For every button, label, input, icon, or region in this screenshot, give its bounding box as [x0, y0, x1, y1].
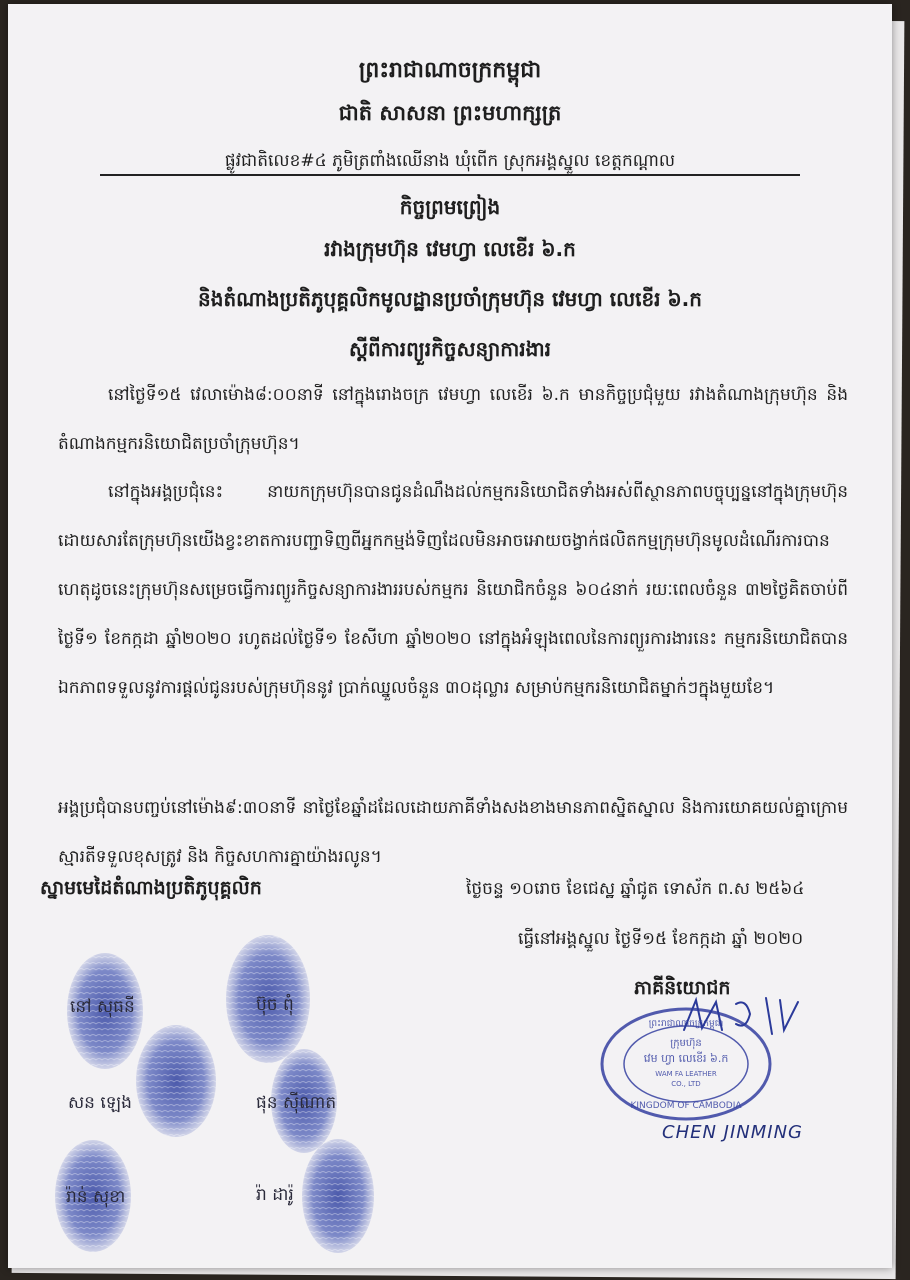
rep-name: ប៊ុច ពុំ: [256, 995, 294, 1015]
signature-scribble-icon: [676, 990, 806, 1050]
rep-name: រ៉ាន់ សុខា: [66, 1187, 126, 1207]
title-line-1: រវាងក្រុមហ៊ុន វេមហ្វា លេខើរ ៦.ក: [324, 237, 576, 261]
header-divider: [100, 174, 800, 176]
motto-heading: ជាតិ សាសនា ព្រះមហាក្សត្រ: [338, 101, 562, 125]
title-line-3: ស្ដីពីការព្យួរកិច្ចសន្យាការងារ: [348, 337, 552, 361]
stamp-bottom-text: KINGDOM OF CAMBODIA: [630, 1101, 742, 1111]
kingdom-heading: ព្រះរាជាណាចក្រកម្ពុជា: [358, 58, 542, 83]
rep-name: ផុន ស៊ីណាត: [256, 1093, 337, 1113]
stamp-company-kh2: វេម ហ្វា លេខើរ ៦.ក: [643, 1052, 729, 1065]
document-title: កិច្ចព្រមព្រៀង: [399, 195, 501, 219]
stamp-company-en: WAM FA LEATHER: [655, 1070, 717, 1078]
document-page: [8, 4, 892, 1268]
body-paragraph-3: អង្គប្រជុំបានបញ្ចប់នៅម៉ោង៩:៣០នាទី នាថ្ងៃខែឆ្នាំដដែលដោយភាគីទាំងសងខាងមានភាពស្និតស្នាល និងការយោគយល់គ្នាក្រោមស្មារតីទទួលខុសត្រូវ និង កិច្ចសហការគ្នាយ៉ាងរលូន។: [58, 798, 848, 867]
body-paragraph-2: នៅក្នុងអង្គប្រជុំនេះ នាយកក្រុមហ៊ុនបានជូនដំណឹងដល់កម្មករនិយោជិតទាំងអស់ពីស្ថានភាពបច្ចុប្បន្ននៅក្នុងក្រុមហ៊ុន ដោយសារតែក្រុមហ៊ុនយើងខ្វះខាតការបញ្ជាទិញពីអ្នកកម្មង់ទិញដែលមិនអាចអោយចង្វាក់ផលិតកម្មក្រុមហ៊ុនមូលដំណើរការបាន ហេតុដូចនេះក្រុមហ៊ុនសម្រេចធ្វើការព្យួរកិច្ចសន្យាការងាររបស់កម្មករ និយោជិកចំនួន ៦០៤នាក់ រយៈពេលចំនួន ៣២ថ្ងៃគិតចាប់ពី ថ្ងៃទី១ ខែកក្កដា ឆ្នាំ២០២០ រហូតដល់ថ្ងៃទី១ ខែសីហា ឆ្នាំ២០២០ នៅក្នុងអំឡុងពេលនៃការព្យួរការងារនេះ កម្មករនិយោជិតបានឯកភាពទទួលនូវការផ្ដល់ជូនរបស់ក្រុមហ៊ុននូវ ប្រាក់ឈ្នួលចំនួន ៣០ដុល្លារ សម្រាប់កម្មករនិយោជិតម្នាក់ៗក្នុងមួយខែ។: [58, 482, 848, 698]
employer-party-title: ភាគីនិយោជក: [634, 977, 731, 999]
fingerprint-icon: [126, 1019, 226, 1144]
employer-signature: CHEN JINMING: [662, 1122, 803, 1143]
rep-name: នៅ សុធនី: [70, 997, 135, 1017]
title-line-2: និងតំណាងប្រតិភូបុគ្គលិកមូលដ្ឋានប្រចាំក្រុមហ៊ុន វេមហ្វា លេខើរ ៦.ក: [198, 287, 702, 311]
stamp-top-text: ព្រះរាជាណាចក្រកម្ពុជា: [648, 1019, 724, 1029]
rep-name: រ៉ា ដារ៉ូ: [256, 1185, 294, 1205]
reps-thumbprint-title: ស្នាមមេដៃតំណាងប្រតិភូបុគ្គលិក: [40, 877, 262, 899]
company-address: ផ្លូវជាតិលេខ#៤ ភូមិត្រពាំងឈើនាង ឃុំពើក ស្រុកអង្គស្នួល ខេត្តកណ្ដាល: [224, 151, 676, 171]
lunar-date: ថ្ងៃចន្ទ ១០រោច ខែជេស្ឋ ឆ្នាំជូត ទោស័ក ព.ស ២៥៦៤: [466, 879, 805, 899]
fingerprint-icon: [296, 1134, 381, 1259]
body-paragraph-1: នៅថ្ងៃទី១៥ វេលាម៉ោង៨:០០នាទី នៅក្នុងរោងចក្រ វេមហ្វា លេខើរ ៦.ក មានកិច្ចប្រជុំមួយ រវាងតំណាងក្រុមហ៊ុន និងតំណាងកម្មករនិយោជិតប្រចាំក្រុមហ៊ុន។: [58, 385, 848, 454]
stamp-company-en2: CO., LTD: [671, 1080, 701, 1088]
place-date: ធ្វើនៅអង្គស្នួល ថ្ងៃទី១៥ ខែកក្កដា ឆ្នាំ ២០២០: [518, 929, 804, 949]
stamp-company-kh: ក្រុមហ៊ុន: [670, 1038, 702, 1049]
rep-name: សន ឡេង: [68, 1093, 132, 1113]
